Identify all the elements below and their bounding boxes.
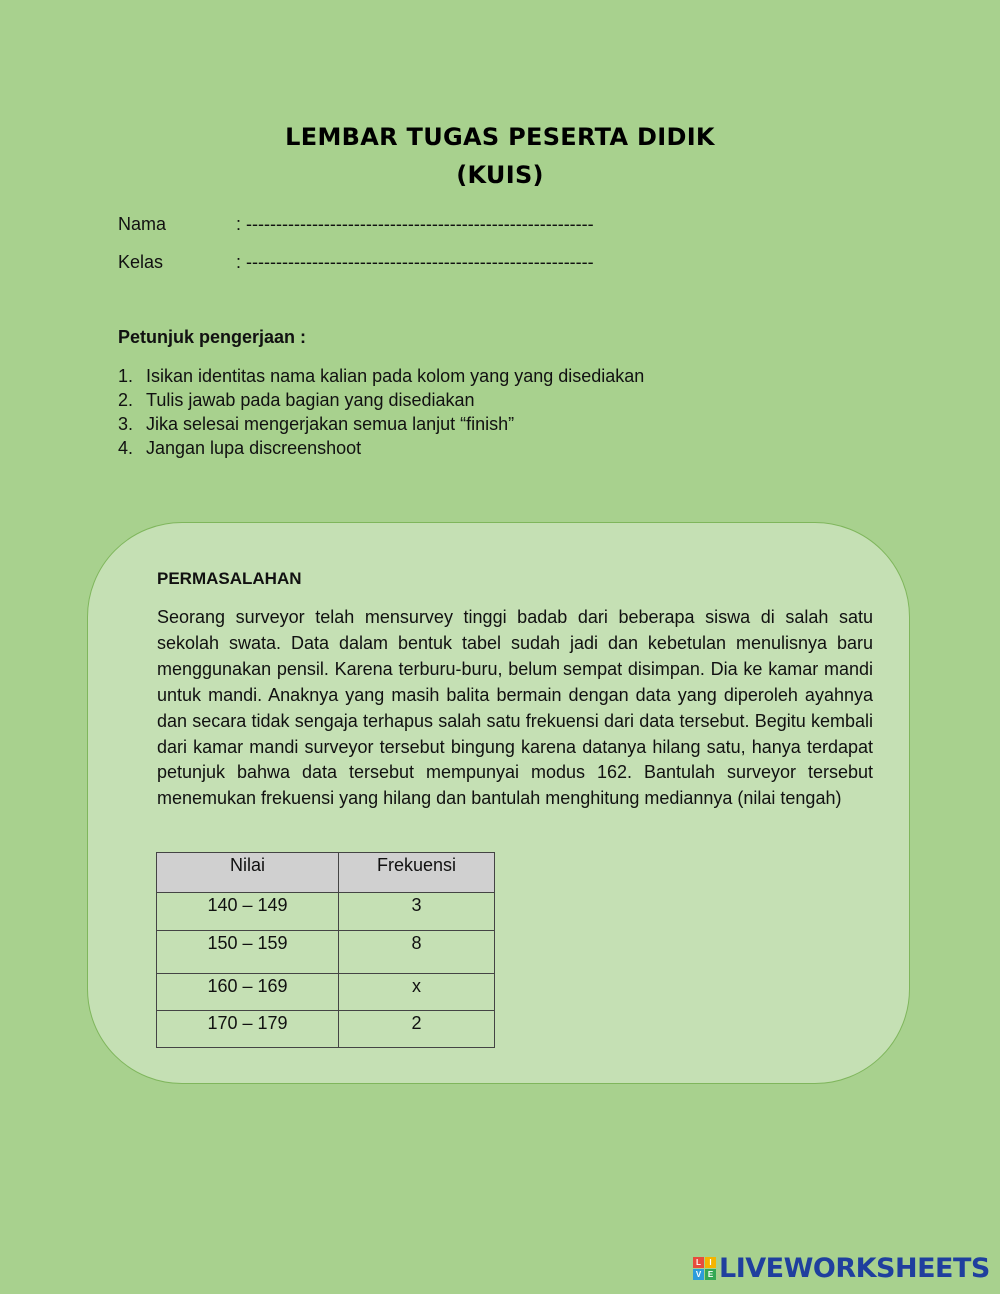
list-item xyxy=(118,412,644,436)
frequency-table xyxy=(156,852,495,1048)
list-item xyxy=(118,436,644,460)
cell-nilai: 160 – 169 xyxy=(157,974,339,1011)
list-item-number: 1. xyxy=(118,366,134,386)
list-item xyxy=(118,388,644,412)
table-row xyxy=(157,893,495,931)
class-label: Kelas xyxy=(118,252,164,272)
table-row xyxy=(157,974,495,1011)
table-header-row xyxy=(157,853,495,893)
list-item-number: 2. xyxy=(118,390,134,410)
name-blank: : ---------------------------------------------------------- xyxy=(236,214,594,234)
cell-frekuensi: 3 xyxy=(339,893,495,931)
list-item-text: Tulis jawab pada bagian yang disediakan xyxy=(146,390,475,410)
header-nilai: Nilai xyxy=(157,853,339,893)
logo-letter: E xyxy=(705,1269,716,1280)
table-row xyxy=(157,1011,495,1048)
header-frekuensi: Frekuensi xyxy=(339,853,495,893)
cell-frekuensi: x xyxy=(339,974,495,1011)
cell-frekuensi: 8 xyxy=(339,931,495,974)
list-item-text: Isikan identitas nama kalian pada kolom yang yang disediakan xyxy=(146,366,645,386)
liveworksheets-logo[interactable] xyxy=(693,1253,990,1283)
logo-mark-icon xyxy=(693,1257,716,1280)
logo-letter: L xyxy=(693,1257,704,1268)
cell-nilai: 150 – 159 xyxy=(157,931,339,974)
page-subtitle: (KUIS) xyxy=(456,161,544,189)
name-field xyxy=(118,214,594,235)
list-item-text: Jika selesai mengerjakan semua lanjut “finish” xyxy=(146,414,515,434)
page-title: LEMBAR TUGAS PESERTA DIDIK xyxy=(285,123,715,151)
logo-letter: V xyxy=(693,1269,704,1280)
list-item xyxy=(118,364,644,388)
list-item-number: 3. xyxy=(118,414,134,434)
name-label: Nama xyxy=(118,214,167,234)
table-row xyxy=(157,931,495,974)
cell-nilai: 170 – 179 xyxy=(157,1011,339,1048)
logo-letter: I xyxy=(705,1257,716,1268)
list-item-text: Jangan lupa discreenshoot xyxy=(146,438,362,458)
instructions-title: Petunjuk pengerjaan : xyxy=(118,327,307,347)
class-field xyxy=(118,252,594,273)
instructions-list xyxy=(118,364,644,460)
problem-text: Seorang surveyor telah mensurvey tinggi badab dari beberapa siswa di salah satu sekolah swata. Data dalam bentuk tabel sudah jadi dan kebetulan menulisnya baru menggunakan pensil. Karena terburu-buru, belum sempat disimpan. Dia ke kamar mandi untuk mandi. Anaknya yang masih balita bermain dengan data yang diperoleh ayahnya dan secara tidak sengaja terhapus salah satu frekuensi dari data tersebut. Begitu kembali dari kamar mandi surveyor tersebut bingung karena datanya hilang satu, hanya terdapat petunjuk bahwa data tersebut mempunyai modus 162. Bantulah surveyor tersebut menemukan frekuensi yang hilang dan bantulah menghitung mediannya (nilai tengah) xyxy=(157,607,873,809)
cell-frekuensi: 2 xyxy=(339,1011,495,1048)
class-blank: : ---------------------------------------------------------- xyxy=(236,252,594,272)
problem-title: PERMASALAHAN xyxy=(157,569,302,588)
brand-name: LIVEWORKSHEETS xyxy=(719,1252,990,1284)
cell-nilai: 140 – 149 xyxy=(157,893,339,931)
list-item-number: 4. xyxy=(118,438,134,458)
